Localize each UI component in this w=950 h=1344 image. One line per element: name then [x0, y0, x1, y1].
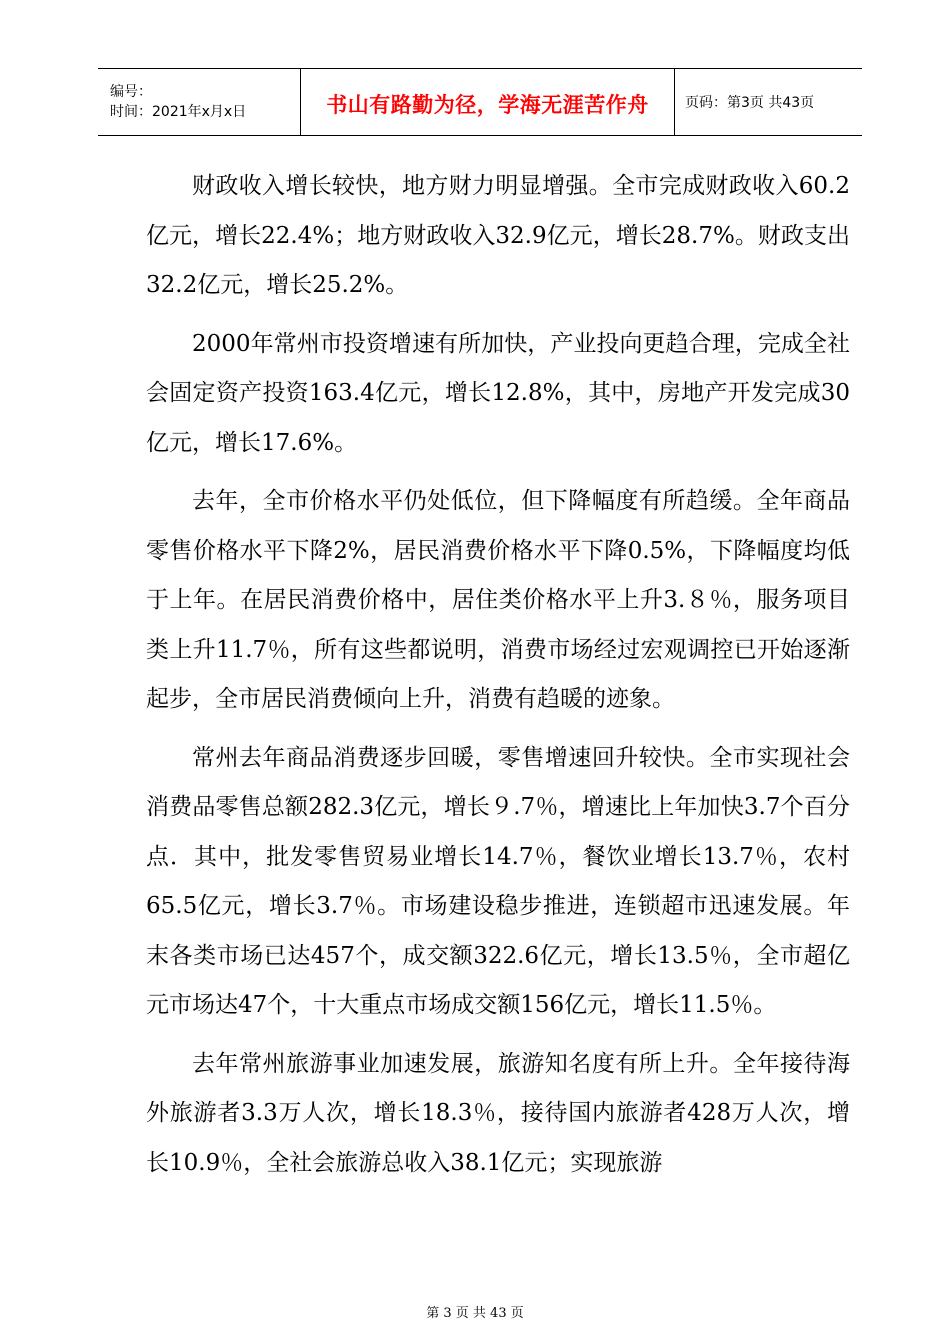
header-motto-cell	[301, 69, 675, 135]
paragraph-consumption: 常州去年商品消费逐步回暖，零售增速回升较快。全市实现社会消费品零售总额282.3亿元，增长９.7％，增速比上年加快3.7个百分点．其中，批发零售贸易业增长14.7％，餐饮业增长13.7％，农村65.5亿元，增长3.7％。市场建设稳步推进，连锁超市迅速发展。年末各类市场已达457个，成交额322.6亿元，增长13.5％，全市超亿元市场达47个，十大重点市场成交额156亿元，增长11.5％。	[146, 744, 850, 1018]
paragraph-tourism: 去年常州旅游事业加速发展，旅游知名度有所上升。全年接待海外旅游者3.3万人次，增长18.3％，接待国内旅游者428万人次，增长10.9％，全社会旅游总收入38.1亿元；实现旅游	[146, 1050, 850, 1176]
page-footer: 第 3 页 共 43 页	[426, 1306, 524, 1321]
header-page-code: 页码：第3页 共43页	[685, 95, 815, 111]
header-page-cell	[675, 69, 862, 135]
paragraph-fiscal-revenue: 财政收入增长较快，地方财力明显增强。全市完成财政收入60.2亿元，增长22.4%；地方财政收入32.9亿元，增长28.7%。财政支出32.2亿元，增长25.2%。	[146, 173, 850, 298]
paragraph-investment: 2000年常州市投资增速有所加快，产业投向更趋合理，完成全社会固定资产投资163.4亿元，增长12.8%，其中，房地产开发完成30亿元，增长17.6%。	[146, 330, 850, 456]
document-body	[146, 162, 850, 1197]
document-header	[98, 68, 862, 136]
document-time-label: 时间：2021年x月x日	[110, 104, 247, 120]
document-number-label: 编号：	[110, 84, 152, 100]
paragraph-price-level: 去年，全市价格水平仍处低位，但下降幅度有所趋缓。全年商品零售价格水平下降2%，居民消费价格水平下降0.5%，下降幅度均低于上年。在居民消费价格中，居住类价格水平上升3.８％，服务项目类上升11.7％，所有这些都说明，消费市场经过宏观调控已开始逐渐起步，全市居民消费倾向上升，消费有趋暖的迹象。	[146, 488, 850, 712]
header-motto: 书山有路勤为径，学海无涯苦作舟	[326, 93, 649, 117]
header-info-cell	[98, 69, 301, 135]
